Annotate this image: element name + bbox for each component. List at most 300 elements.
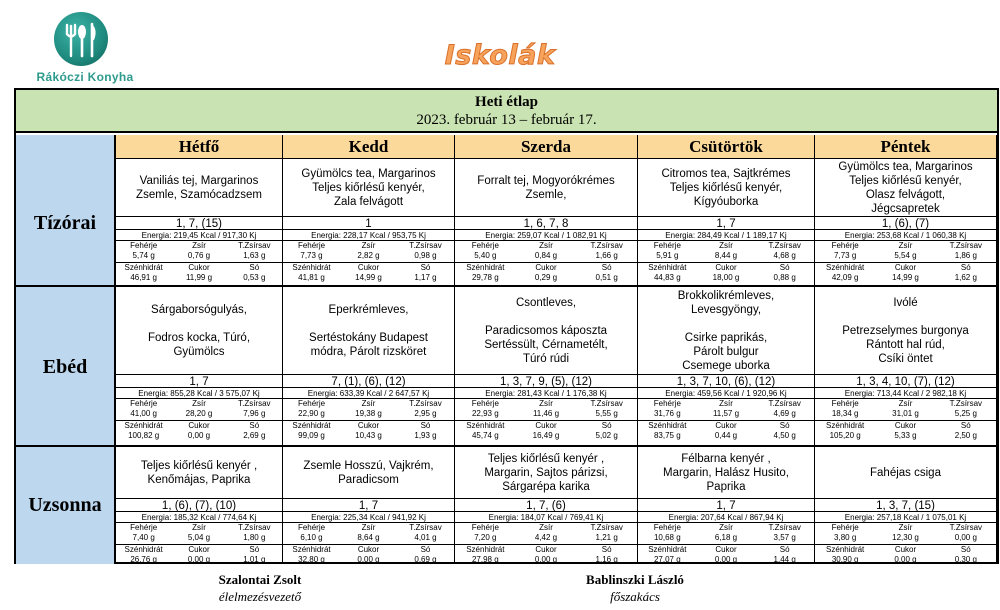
nutrient-fat xyxy=(516,241,577,262)
dish-line xyxy=(815,310,996,324)
energy-value: Energia: 459,56 Kcal / 1 920,96 Kj xyxy=(638,388,814,399)
nutrient-value: 0,98 g xyxy=(414,251,437,260)
nutrient-value: 26,76 g xyxy=(130,555,158,564)
nutrient-value: 7,20 g xyxy=(474,533,497,542)
nutrient-label: Zsír xyxy=(539,399,553,408)
nutrient-fat xyxy=(340,523,397,544)
nutrient-carb xyxy=(815,263,875,285)
nutrient-value: 0,00 g xyxy=(894,555,917,564)
nutrient-value: 4,68 g xyxy=(773,251,796,260)
nutrient-value: 0,69 g xyxy=(414,555,437,564)
nutrient-row xyxy=(455,545,637,567)
nutrient-label: Cukor xyxy=(357,263,380,272)
dish-line: Kígyóuborka xyxy=(693,195,759,208)
nutrient-sugar xyxy=(171,263,226,285)
day-header: Hétfő xyxy=(116,135,283,159)
signature-right xyxy=(525,572,745,605)
nutrient-value: 0,51 g xyxy=(595,273,618,282)
menu-cell xyxy=(455,287,638,447)
nutrient-protein xyxy=(815,241,875,262)
nutrient-carb xyxy=(815,421,875,443)
nutrient-label: Cukor xyxy=(188,545,210,554)
brand-name: Rákóczi Konyha xyxy=(36,70,134,84)
nutrient-carb xyxy=(455,263,516,285)
cutlery-icon xyxy=(54,12,108,66)
nutrient-sugar xyxy=(171,421,226,443)
nutrient-value: 83,75 g xyxy=(653,431,681,440)
meal-label: Ebéd xyxy=(16,287,116,447)
nutrient-value: 7,73 g xyxy=(834,251,857,260)
logo xyxy=(6,8,148,86)
dish-line: Gyümölcs xyxy=(173,345,225,358)
nutrient-row xyxy=(455,421,637,443)
nutrient-salt xyxy=(397,545,454,567)
nutrient-salt xyxy=(755,545,814,567)
menu-cell xyxy=(815,159,997,287)
dish-list xyxy=(116,287,282,374)
nutrient-value: 1,66 g xyxy=(595,251,618,260)
nutrient-value: 0,00 g xyxy=(534,555,558,564)
nutrient-row xyxy=(283,241,454,263)
dish-line: Csemege uborka xyxy=(682,359,770,372)
nutrient-value: 0,00 g xyxy=(187,431,211,440)
nutrient-label: Szénhidrát xyxy=(292,545,331,554)
nutrient-label: Cukor xyxy=(894,263,917,272)
allergen-codes: 1, 7 xyxy=(116,374,282,388)
nutrient-label: T.Zsírsav xyxy=(590,523,623,532)
nutrient-value: 18,34 g xyxy=(831,409,859,418)
allergen-codes: 1, 3, 7, 9, (5), (12) xyxy=(455,374,637,388)
nutrient-carb xyxy=(283,545,340,567)
dish-line: Levesgyöngy, xyxy=(690,303,762,316)
nutrient-value: 5,40 g xyxy=(474,251,497,260)
nutrient-row xyxy=(283,399,454,421)
allergen-codes: 1, 7 xyxy=(638,498,814,512)
menu-cell xyxy=(116,287,283,447)
nutrient-label: Szénhidrát xyxy=(124,421,163,430)
nutrient-label: Cukor xyxy=(535,545,557,554)
menu-title: Heti étlap xyxy=(475,94,538,110)
nutrient-carb xyxy=(283,421,340,443)
nutrient-label: Cukor xyxy=(715,421,737,430)
dish-line: Margarin, Sajtos párizsi, xyxy=(484,466,608,479)
nutrient-row xyxy=(815,263,996,285)
nutrient-label: T.Zsírsav xyxy=(590,399,623,408)
nutrient-value: 11,46 g xyxy=(532,409,560,418)
nutrient-label: Fehérje xyxy=(130,399,158,408)
nutrient-row xyxy=(116,421,282,443)
nutrient-label: Só xyxy=(249,545,260,554)
menu-cell xyxy=(638,159,815,287)
nutrient-value: 0,00 g xyxy=(954,533,977,542)
nutrient-value: 28,20 g xyxy=(185,409,213,418)
nutrient-value: 4,42 g xyxy=(534,533,558,542)
nutrient-label: Szénhidrát xyxy=(648,421,687,430)
nutrient-fat xyxy=(171,523,226,544)
nutrient-sugar xyxy=(171,545,226,567)
dish-line: Zsemle Hosszú, Vajkrém, xyxy=(303,459,434,472)
energy-value: Energia: 257,18 Kcal / 1 075,01 Kj xyxy=(815,512,996,523)
nutrient-label: T.Zsírsav xyxy=(768,241,801,250)
dish-line: Gyümölcs tea, Margarinos xyxy=(301,167,436,180)
nutrient-salt xyxy=(755,421,814,443)
nutrient-salt xyxy=(936,545,996,567)
menu-cell xyxy=(815,447,997,564)
nutrient-label: Cukor xyxy=(535,421,557,430)
nutrient-value: 22,93 g xyxy=(471,409,499,418)
nutrient-row xyxy=(815,241,996,263)
nutrient-value: 31,76 g xyxy=(653,409,681,418)
nutrient-label: Zsír xyxy=(192,241,206,250)
dish-list xyxy=(455,447,637,498)
nutrient-row xyxy=(116,399,282,421)
nutrient-label: T.Zsírsav xyxy=(409,241,442,250)
allergen-codes: 1 xyxy=(283,216,454,230)
signature-name: Bablinszki László xyxy=(586,572,684,587)
energy-value: Energia: 259,07 Kcal / 1 082,91 Kj xyxy=(455,230,637,241)
nutrient-value: 5,33 g xyxy=(894,431,917,440)
nutrient-label: Só xyxy=(420,421,431,430)
dish-line: Sárgarépa karika xyxy=(502,480,590,493)
nutrient-value: 5,54 g xyxy=(894,251,917,260)
nutrient-value: 1,01 g xyxy=(243,555,266,564)
dish-line: módra, Párolt rizsköret xyxy=(310,345,427,358)
allergen-codes: 1, 7 xyxy=(638,216,814,230)
dish-list xyxy=(638,159,814,216)
nutrient-value: 100,82 g xyxy=(128,431,160,440)
nutrient-protein xyxy=(116,399,171,420)
allergen-codes: 1, 3, 7, (15) xyxy=(815,498,996,512)
nutrient-label: T.Zsírsav xyxy=(409,523,442,532)
nutrient-value: 31,01 g xyxy=(892,409,919,418)
meal-label: Tízórai xyxy=(16,159,116,287)
nutrient-row xyxy=(638,523,814,545)
nutrient-label: Cukor xyxy=(357,545,380,554)
menu-date-range: 2023. február 13 – február 17. xyxy=(416,112,597,128)
dish-list xyxy=(815,287,996,374)
dish-line: Jégcsapretek xyxy=(871,202,940,215)
nutrient-value: 3,80 g xyxy=(834,533,857,542)
nutrient-label: Zsír xyxy=(361,241,376,250)
nutrient-label: Szénhidrát xyxy=(466,263,505,272)
nutrient-label: Szénhidrát xyxy=(648,545,687,554)
nutrient-label: T.Zsírsav xyxy=(238,241,271,250)
nutrient-carb xyxy=(815,545,875,567)
nutrient-row xyxy=(283,523,454,545)
nutrient-label: Fehérje xyxy=(831,523,859,532)
nutrient-fat xyxy=(875,399,935,420)
nutrient-label: Só xyxy=(601,545,612,554)
dish-line: Paradicsom xyxy=(338,473,399,486)
nutrient-sat-fat xyxy=(227,241,282,262)
dish-line: Kenőmájas, Paprika xyxy=(147,473,251,486)
menu-cell xyxy=(283,159,455,287)
dish-line: Brokkolikrémleves, xyxy=(677,289,775,302)
nutrient-sat-fat xyxy=(576,523,637,544)
nutrient-protein xyxy=(455,399,516,420)
nutrient-label: Zsír xyxy=(898,241,913,250)
nutrient-label: Fehérje xyxy=(130,241,158,250)
menu-cell xyxy=(116,447,283,564)
energy-value: Energia: 219,45 Kcal / 917,30 Kj xyxy=(116,230,282,241)
nutrient-row xyxy=(116,523,282,545)
nutrient-value: 22,90 g xyxy=(298,409,325,418)
nutrient-value: 5,25 g xyxy=(954,409,977,418)
nutrient-value: 18,00 g xyxy=(712,273,740,282)
nutrient-label: Fehérje xyxy=(831,399,859,408)
meal-label: Uzsonna xyxy=(16,447,116,564)
nutrient-label: T.Zsírsav xyxy=(238,399,271,408)
dish-line: Csirke paprikás, xyxy=(684,331,768,344)
nutrient-value: 0,76 g xyxy=(187,251,211,260)
nutrient-protein xyxy=(638,241,697,262)
dish-line: Vaniliás tej, Margarinos xyxy=(139,174,259,187)
dish-list xyxy=(638,447,814,498)
nutrient-label: Cukor xyxy=(894,545,917,554)
nutrient-row xyxy=(116,241,282,263)
nutrient-sat-fat xyxy=(397,523,454,544)
nutrient-fat xyxy=(697,241,756,262)
nutrient-value: 5,02 g xyxy=(595,431,618,440)
nutrient-sugar xyxy=(697,263,756,285)
nutrient-value: 14,99 g xyxy=(355,273,382,282)
nutrient-label: Cukor xyxy=(715,545,737,554)
nutrient-value: 4,50 g xyxy=(773,431,796,440)
nutrient-label: Cukor xyxy=(715,263,737,272)
dish-line: Zala felvágott xyxy=(333,195,404,208)
dish-line: Félbarna kenyér , xyxy=(681,452,771,465)
day-header: Szerda xyxy=(455,135,638,159)
nutrient-salt xyxy=(755,263,814,285)
weekly-menu-table xyxy=(14,88,999,564)
nutrient-value: 0,00 g xyxy=(714,555,738,564)
nutrient-value: 1,44 g xyxy=(773,555,796,564)
nutrient-sat-fat xyxy=(755,523,814,544)
nutrient-value: 0,88 g xyxy=(773,273,796,282)
nutrient-label: Só xyxy=(960,421,971,430)
allergen-codes: 1, (6), (7) xyxy=(815,216,996,230)
nutrient-salt xyxy=(227,545,282,567)
menu-cell xyxy=(455,159,638,287)
nutrient-row xyxy=(638,241,814,263)
page-title: Iskolák xyxy=(444,40,556,71)
nutrient-carb xyxy=(116,545,171,567)
nutrient-salt xyxy=(397,421,454,443)
nutrient-value: 41,00 g xyxy=(130,409,158,418)
nutrient-value: 41,81 g xyxy=(298,273,325,282)
nutrient-value: 0,00 g xyxy=(187,555,211,564)
nutrient-protein xyxy=(815,399,875,420)
nutrient-label: Zsír xyxy=(192,399,206,408)
dish-line: Sárgaborsógulyás, xyxy=(151,303,247,316)
nutrient-value: 1,21 g xyxy=(595,533,618,542)
nutrient-salt xyxy=(227,421,282,443)
nutrient-sugar xyxy=(340,263,397,285)
nutrient-label: T.Zsírsav xyxy=(409,399,442,408)
nutrient-value: 1,16 g xyxy=(595,555,618,564)
nutrient-value: 5,04 g xyxy=(187,533,211,542)
nutrient-value: 5,74 g xyxy=(132,251,155,260)
nutrient-label: Fehérje xyxy=(653,399,681,408)
dish-line xyxy=(116,317,282,331)
nutrient-value: 2,69 g xyxy=(243,431,266,440)
nutrient-salt xyxy=(227,263,282,285)
nutrient-label: Fehérje xyxy=(297,241,326,250)
nutrient-label: Szénhidrát xyxy=(466,421,505,430)
dish-list xyxy=(283,287,454,374)
nutrient-label: T.Zsírsav xyxy=(949,523,983,532)
signature-role: főszakács xyxy=(610,589,660,604)
nutrient-fat xyxy=(171,241,226,262)
dish-line xyxy=(455,310,637,324)
nutrient-label: Zsír xyxy=(539,523,553,532)
dish-line: Teljes kiőrlésű kenyér , xyxy=(140,459,258,472)
nutrient-label: Zsír xyxy=(898,523,913,532)
nutrient-label: Só xyxy=(960,263,971,272)
allergen-codes: 1, 7, (15) xyxy=(116,216,282,230)
nutrient-fat xyxy=(875,523,935,544)
nutrient-label: Só xyxy=(249,263,260,272)
nutrient-protein xyxy=(116,523,171,544)
nutrient-value: 105,20 g xyxy=(829,431,861,440)
nutrient-label: Fehérje xyxy=(130,523,158,532)
nutrient-label: T.Zsírsav xyxy=(238,523,271,532)
nutrient-label: T.Zsírsav xyxy=(590,241,623,250)
dish-line: Margarin, Halász Husito, xyxy=(663,466,789,479)
nutrient-sugar xyxy=(875,545,935,567)
nutrient-value: 2,95 g xyxy=(414,409,437,418)
nutrient-sat-fat xyxy=(397,241,454,262)
nutrient-value: 27,98 g xyxy=(471,555,499,564)
nutrient-label: Szénhidrát xyxy=(292,263,331,272)
nutrient-label: Zsír xyxy=(898,399,913,408)
nutrient-sugar xyxy=(875,421,935,443)
dish-line xyxy=(638,317,814,331)
nutrient-carb xyxy=(283,263,340,285)
energy-value: Energia: 207,64 Kcal / 867,94 Kj xyxy=(638,512,814,523)
nutrient-label: Szénhidrát xyxy=(826,421,865,430)
menu-cell xyxy=(283,447,455,564)
dish-line: Citromos tea, Sajtkrémes xyxy=(661,167,791,180)
allergen-codes: 1, 7 xyxy=(283,498,454,512)
dish-list xyxy=(815,159,996,216)
nutrient-value: 2,82 g xyxy=(357,251,380,260)
nutrient-label: Szénhidrát xyxy=(826,263,865,272)
nutrient-row xyxy=(283,421,454,443)
nutrient-salt xyxy=(397,263,454,285)
nutrient-carb xyxy=(116,421,171,443)
nutrient-value: 8,44 g xyxy=(714,251,738,260)
nutrient-sugar xyxy=(697,421,756,443)
nutrient-label: Só xyxy=(420,263,431,272)
dish-list xyxy=(283,159,454,216)
nutrient-label: Só xyxy=(601,421,612,430)
nutrient-protein xyxy=(283,241,340,262)
dish-line: Rántott hal rúd, xyxy=(866,338,945,351)
nutrient-fat xyxy=(171,399,226,420)
nutrient-label: Cukor xyxy=(188,421,210,430)
nutrient-label: Zsír xyxy=(539,241,553,250)
nutrient-row xyxy=(455,399,637,421)
nutrient-label: T.Zsírsav xyxy=(949,399,983,408)
allergen-codes: 1, (6), (7), (10) xyxy=(116,498,282,512)
nutrient-value: 5,91 g xyxy=(656,251,679,260)
nutrient-value: 3,57 g xyxy=(773,533,796,542)
nutrient-value: 7,96 g xyxy=(243,409,266,418)
dish-line: Paprika xyxy=(706,480,746,493)
nutrient-label: Fehérje xyxy=(653,241,681,250)
nutrient-label: Cukor xyxy=(357,421,380,430)
nutrient-row xyxy=(638,399,814,421)
nutrient-value: 45,74 g xyxy=(471,431,499,440)
nutrient-label: Szénhidrát xyxy=(466,545,505,554)
nutrient-sat-fat xyxy=(397,399,454,420)
dish-line: Csíki öntet xyxy=(878,352,933,365)
nutrient-row xyxy=(116,545,282,567)
nutrient-label: Só xyxy=(601,263,612,272)
nutrient-label: Só xyxy=(779,421,790,430)
nutrient-value: 11,99 g xyxy=(185,273,213,282)
nutrient-value: 0,53 g xyxy=(243,273,266,282)
nutrient-value: 6,10 g xyxy=(300,533,323,542)
nutrient-sat-fat xyxy=(936,241,996,262)
dish-list xyxy=(116,447,282,498)
nutrient-sat-fat xyxy=(576,241,637,262)
nutrient-label: Fehérje xyxy=(653,523,681,532)
nutrient-value: 1,63 g xyxy=(243,251,266,260)
nutrient-value: 1,17 g xyxy=(414,273,437,282)
nutrient-carb xyxy=(638,545,697,567)
nutrient-value: 4,69 g xyxy=(773,409,796,418)
dish-list xyxy=(815,447,996,498)
nutrient-sugar xyxy=(875,263,935,285)
nutrient-label: Szénhidrát xyxy=(124,263,163,272)
nutrient-value: 10,68 g xyxy=(653,533,681,542)
nutrient-value: 0,30 g xyxy=(954,555,977,564)
nutrient-sat-fat xyxy=(936,399,996,420)
nutrient-row xyxy=(638,545,814,567)
dish-line: Túró rúdi xyxy=(522,352,570,365)
nutrient-label: Zsír xyxy=(361,399,376,408)
day-header: Csütörtök xyxy=(638,135,815,159)
nutrient-sat-fat xyxy=(227,523,282,544)
nutrient-value: 1,93 g xyxy=(414,431,437,440)
energy-value: Energia: 253,68 Kcal / 1 060,38 Kj xyxy=(815,230,996,241)
dish-line: Csontleves, xyxy=(515,296,577,309)
nutrient-protein xyxy=(815,523,875,544)
nutrient-sugar xyxy=(516,421,577,443)
nutrient-value: 8,64 g xyxy=(357,533,380,542)
nutrient-carb xyxy=(116,263,171,285)
nutrient-protein xyxy=(283,523,340,544)
dish-line: Fahéjas csiga xyxy=(870,466,941,479)
nutrient-label: Fehérje xyxy=(297,399,326,408)
dish-list xyxy=(638,287,814,374)
nutrient-value: 5,55 g xyxy=(595,409,618,418)
nutrient-label: Fehérje xyxy=(831,241,859,250)
nutrient-label: Zsír xyxy=(192,523,206,532)
nutrient-value: 2,50 g xyxy=(954,431,977,440)
nutrient-protein xyxy=(638,523,697,544)
energy-value: Energia: 281,43 Kcal / 1 176,38 Kj xyxy=(455,388,637,399)
nutrient-row xyxy=(638,263,814,285)
menu-cell xyxy=(815,287,997,447)
nutrient-value: 7,40 g xyxy=(132,533,155,542)
nutrient-label: T.Zsírsav xyxy=(768,523,801,532)
signature-left xyxy=(150,572,370,605)
nutrient-label: Zsír xyxy=(719,399,733,408)
nutrient-sugar xyxy=(516,263,577,285)
